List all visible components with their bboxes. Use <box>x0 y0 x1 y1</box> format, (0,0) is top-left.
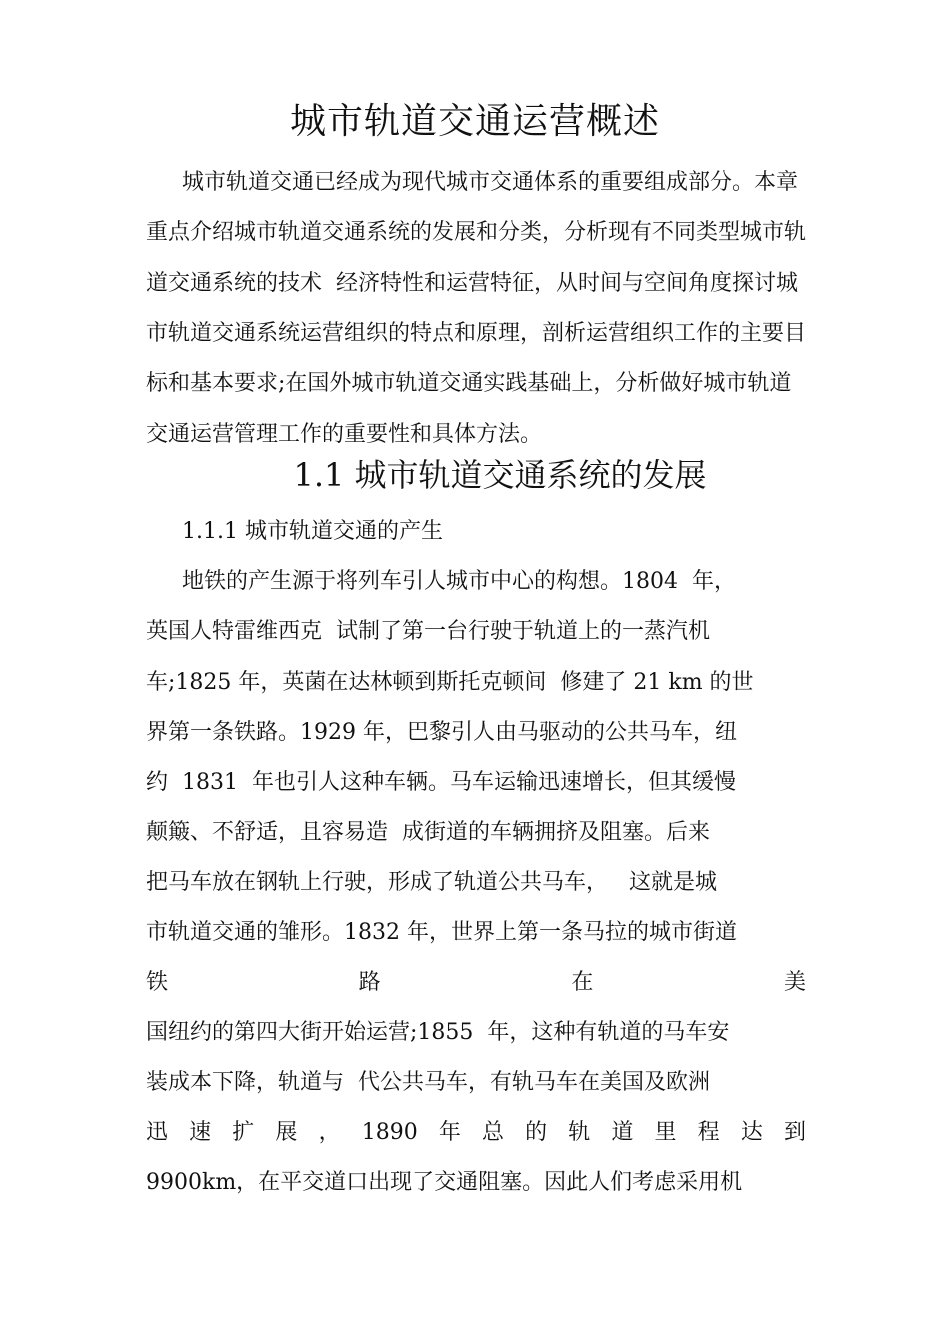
section-title: 1.1 城市轨道交通系统的发展 <box>293 456 707 494</box>
justified-char: 轨 <box>568 1120 591 1145</box>
justified-char: 程 <box>697 1120 720 1145</box>
intro-line: 交通运营管理工作的重要性和具体方法。 <box>146 422 543 447</box>
justified-char: 速 <box>189 1120 212 1145</box>
justified-char: 总 <box>481 1120 504 1145</box>
intro-line: 城市轨道交通已经成为现代城市交通体系的重要组成部分。本章 <box>182 170 799 195</box>
body-line: 约 1831 年也引人这种车辆。马车运输迅速增长，但其缓慢 <box>146 770 736 795</box>
body-line: 把马车放在钢轨上行驶，形成了轨道公共马车， 这就是城 <box>146 870 717 895</box>
intro-line: 标和基本要求;在国外城市轨道交通实践基础上，分析做好城市轨道 <box>146 371 792 396</box>
justified-line <box>146 1108 806 1158</box>
justified-char: 的 <box>525 1120 548 1145</box>
justified-char: 1890 <box>361 1120 418 1145</box>
body-line: 市轨道交通的雏形。1832 年，世界上第一条马拉的城市街道 <box>146 920 737 945</box>
body-line: 车;1825 年，英菌在达林顿到斯托克顿间 修建了 21 km 的世 <box>146 670 754 695</box>
justified-char: 到 <box>783 1120 806 1145</box>
body-line: 地铁的产生源于将列车引人城市中心的构想。1804 年， <box>182 569 736 594</box>
justified-line <box>146 958 806 1008</box>
justified-char: 路 <box>358 970 381 995</box>
body-line: 9900km，在平交道口出现了交通阻塞。因此人们考虑采用机 <box>146 1170 743 1195</box>
justified-char: ， <box>318 1120 341 1145</box>
justified-char: 里 <box>654 1120 677 1145</box>
intro-line: 市轨道交通系统运营组织的特点和原理，剖析运营组织工作的主要目 <box>146 321 807 346</box>
justified-char: 在 <box>571 970 594 995</box>
body-line: 界第一条铁路。1929 年，巴黎引人由马驱动的公共马车，纽 <box>146 720 737 745</box>
intro-line: 重点介绍城市轨道交通系统的发展和分类，分析现有不同类型城市轨 <box>146 220 807 245</box>
body-line: 国纽约的第四大街开始运营;1855 年，这种有轨道的马车安 <box>146 1020 730 1045</box>
justified-char: 迅 <box>146 1120 169 1145</box>
intro-line: 道交通系统的技术 经济特性和运营特征，从时间与空间角度探讨城 <box>146 271 798 296</box>
document-title: 城市轨道交通运营概述 <box>289 101 660 142</box>
justified-char: 达 <box>740 1120 763 1145</box>
justified-char: 铁 <box>146 970 169 995</box>
justified-char: 扩 <box>232 1120 255 1145</box>
body-line: 英国人特雷维西克 试制了第一台行驶于轨道上的一蒸汽机 <box>146 619 710 644</box>
justified-char: 美 <box>783 970 806 995</box>
body-line: 装成本下降，轨道与 代公共马车，有轨马车在美国及欧洲 <box>146 1070 710 1095</box>
justified-char: 道 <box>611 1120 634 1145</box>
justified-char: 展 <box>275 1120 298 1145</box>
body-line: 颠簸、不舒适，且容易造 成街道的车辆拥挤及阻塞。后来 <box>146 820 710 845</box>
subsection-title: 1.1.1 城市轨道交通的产生 <box>182 519 443 544</box>
justified-char: 年 <box>438 1120 461 1145</box>
